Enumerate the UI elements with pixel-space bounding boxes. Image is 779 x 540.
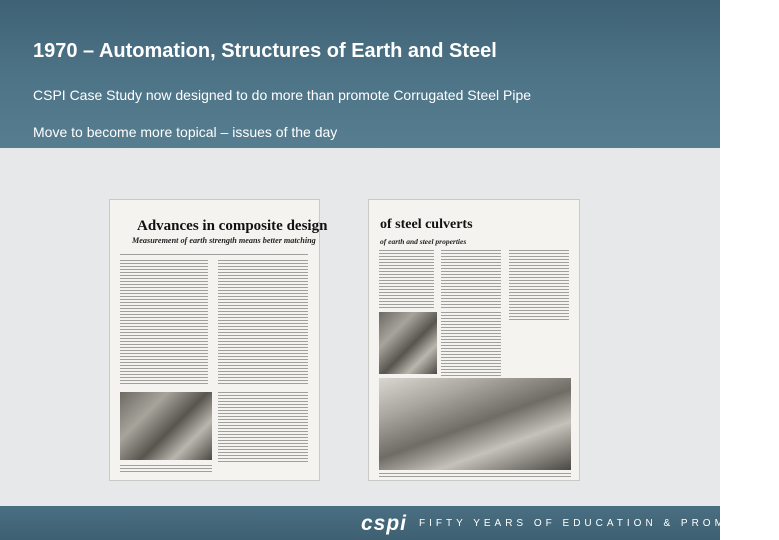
left-page-caption (120, 465, 212, 473)
footer-tagline: FIFTY YEARS OF EDUCATION & PROMOTION (419, 518, 779, 529)
right-page-subheading: of earth and steel properties (380, 237, 467, 246)
right-page-column-1 (379, 250, 434, 308)
cspi-logo: cspi (361, 512, 408, 535)
left-page-column-2 (218, 260, 308, 386)
right-page-photo-2 (379, 378, 571, 470)
right-page-column-2 (441, 250, 501, 308)
right-page-column-3 (509, 250, 569, 322)
right-page-caption (379, 473, 571, 477)
left-page-heading: Advances in composite design (137, 218, 328, 234)
left-page-column-3 (218, 392, 308, 464)
slide-title: 1970 – Automation, Structures of Earth and Steel (33, 40, 497, 62)
left-page-byline (120, 254, 308, 256)
bullet-1: CSPI Case Study now designed to do more than promote Corrugated Steel Pipe (33, 87, 532, 103)
content-band (0, 148, 720, 506)
right-page-heading: of steel culverts (380, 217, 473, 232)
left-page-photo (120, 392, 212, 460)
bullet-2: Move to become more topical – issues of the day (33, 124, 338, 140)
right-page-photo-1 (379, 312, 437, 374)
article-page-right (369, 200, 579, 480)
article-page-left (110, 200, 328, 480)
left-page-column-1 (120, 260, 208, 386)
left-page-subheading: Measurement of earth strength means better matching (132, 236, 316, 245)
right-page-column-4 (441, 312, 501, 376)
